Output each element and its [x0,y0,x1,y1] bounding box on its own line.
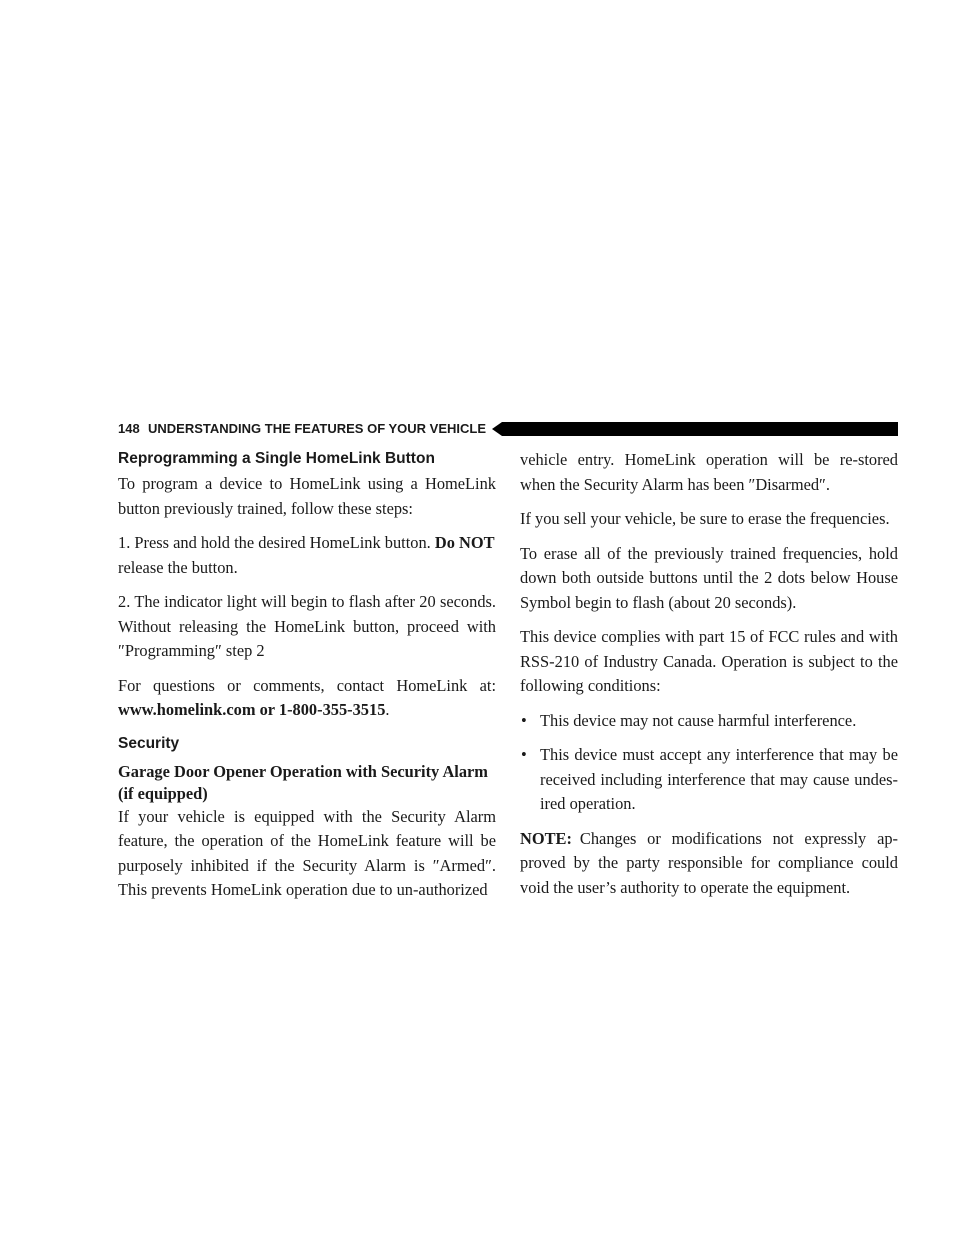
step-1-text: 1. Press and hold the desired HomeLink button. [118,533,431,552]
step-1-tail: release the button. [118,557,238,577]
note-label: NOTE: [520,828,572,848]
erase-paragraph: To erase all of the previously trained frequencies, hold down both outside buttons until the 2 dots below House Symbol begin to flash (about 20 seconds). [520,543,898,612]
subheading-garage-door: Garage Door Opener Operation with Security Alarm (if equipped) [118,761,488,803]
note-paragraph [520,827,898,901]
page-number: 148 [118,421,140,436]
contact-info: www.homelink.com or 1-800-355-3515 [118,700,386,719]
continuation-paragraph: vehicle entry. HomeLink operation will be re-stored when the Security Alarm has been ″Disarmed″. [520,450,898,494]
list-item [520,709,898,734]
section-title: UNDERSTANDING THE FEATURES OF YOUR VEHICLE [148,421,487,436]
contact-period: . [385,700,390,719]
page-header [118,419,898,439]
step-2: 2. The indicator light will begin to flash after 20 seconds. Without releasing the HomeLink button, proceed with ″Programming″ step 2 [118,592,496,660]
fcc-paragraph: This device complies with part 15 of FCC rules and with RSS-210 of Industry Canada. Operation is subject to the following conditions: [520,627,898,695]
bullet-icon: • [521,710,527,730]
contact-paragraph [118,674,496,723]
step-1 [118,531,496,580]
list-item-text: This device must accept any interference that may be received including interference that may cause undes-ired operation. [540,745,898,813]
note-text: Changes or modifications not expressly ap-proved by the party responsible for compliance could void the user’s authority to operate the equipment. [520,828,898,897]
right-column [520,448,898,910]
list-item-text: This device may not cause harmful interference. [540,710,857,730]
heading-security: Security [118,734,180,752]
security-paragraph: If your vehicle is equipped with the Security Alarm feature, the operation of the HomeLink feature will be purposely inhibited if the Security Alarm is ″Armed″. This prevents HomeLink operation due to un-authorized [118,806,496,899]
header-rule-bar [492,422,898,436]
conditions-list [520,709,898,817]
sell-paragraph: If you sell your vehicle, be sure to erase the frequencies. [520,509,890,528]
intro-paragraph: To program a device to HomeLink using a HomeLink button previously trained, follow these steps: [118,474,496,518]
step-1-bold: Do NOT [434,533,495,552]
contact-text: For questions or comments, contact HomeLink at: [118,675,496,695]
bullet-icon: • [521,745,527,764]
list-item [520,743,898,817]
heading-reprogramming: Reprogramming a Single HomeLink Button [118,450,435,467]
left-column [118,448,496,913]
